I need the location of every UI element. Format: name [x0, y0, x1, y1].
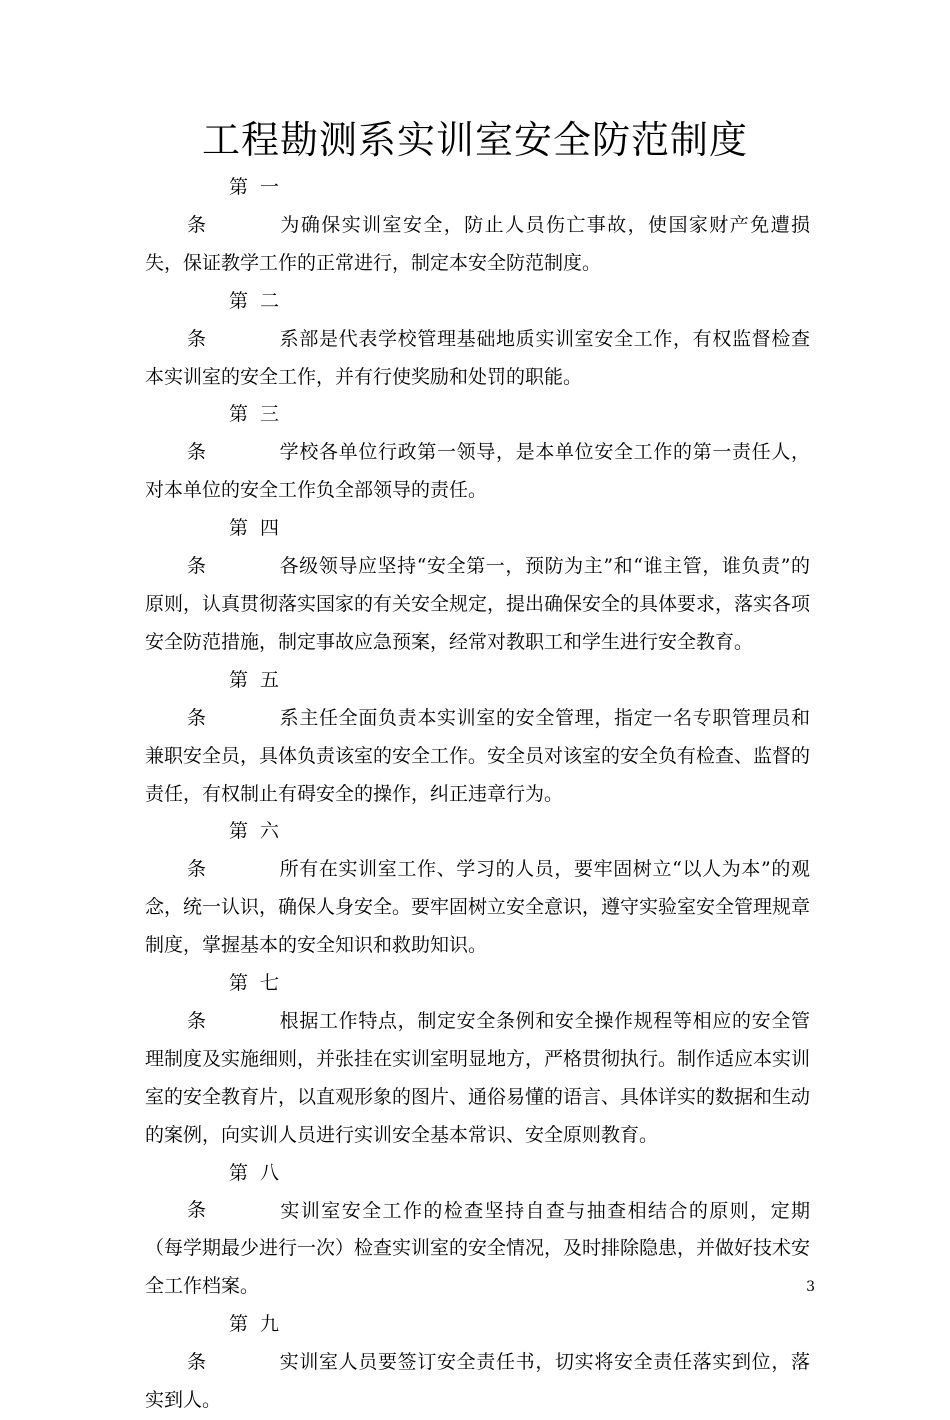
article-text: 根据工作特点，制定安全条例和安全操作规程等相应的安全管理制度及实施细则，并张挂在实训室明显地方，严格贯彻执行。制作适应本实训室的安全教育片，以直观形象的图片、通俗易懂的语言、具体详实的数据和生动的案例，向实训人员进行实训安全基本常识、安全原则教育。 — [145, 1009, 811, 1146]
article-number: 第七条 — [187, 972, 279, 1032]
article-9 — [145, 1306, 810, 1420]
article-8 — [145, 1155, 810, 1307]
article-number: 第二条 — [187, 289, 279, 350]
article-number: 第三条 — [187, 403, 279, 464]
article-number: 第六条 — [187, 820, 279, 881]
article-number: 第九条 — [187, 1313, 279, 1374]
article-text: 为确保实训室安全，防止人员伤亡事故，使国家财产免遭损失，保证教学工作的正常进行，制定本安全防范制度。 — [145, 213, 810, 274]
article-text: 实训室人员要签订安全责任书，切实将安全责任落实到位，落实到人。 — [145, 1351, 810, 1411]
article-1 — [145, 169, 810, 283]
article-number: 第八条 — [187, 1161, 279, 1222]
article-text: 所有在实训室工作、学习的人员，要牢固树立“以人为本”的观念，统一认识，确保人身安全。要牢固树立安全意识，遵守实验室安全管理规章制度，掌握基本的安全知识和救助知识。 — [145, 858, 811, 957]
article-number: 第四条 — [187, 517, 279, 578]
article-text: 各级领导应坚持“安全第一，预防为主”和“谁主管，谁负责”的原则，认真贯彻落实国家的有关安全规定，提出确保安全的具体要求，落实各项安全防范措施，制定事故应急预案，经常对教职工和学生进行安全教育。 — [145, 555, 811, 653]
article-4 — [145, 510, 810, 662]
article-text: 学校各单位行政第一领导，是本单位安全工作的第一责任人，对本单位的安全工作负全部领导的责任。 — [145, 441, 810, 502]
article-7 — [145, 965, 810, 1155]
article-3 — [145, 396, 810, 510]
article-text: 系主任全面负责本实训室的安全管理，指定一名专职管理员和兼职安全员，具体负责该室的安全工作。安全员对该室的安全负有检查、监督的责任，有权制止有碍安全的操作，纠正违章行为。 — [145, 706, 811, 805]
article-2 — [145, 283, 810, 397]
article-text: 实训室安全工作的检查坚持自查与抽查相结合的原则，定期（每学期最少进行一次）检查实训室的安全情况，及时排除隐患，并做好技术安全工作档案。 — [145, 1199, 811, 1298]
article-6 — [145, 813, 810, 965]
article-text: 系部是代表学校管理基础地质实训室安全工作，有权监督检查本实训室的安全工作，并有行使奖励和处罚的职能。 — [145, 327, 810, 388]
article-number: 第五条 — [187, 668, 279, 729]
article-5 — [145, 662, 810, 814]
document-body — [145, 169, 810, 1420]
page-number: 3 — [806, 1279, 815, 1295]
article-number: 第一条 — [187, 176, 279, 236]
document-title: 工程勘测系实训室安全防范制度 — [201, 118, 748, 162]
